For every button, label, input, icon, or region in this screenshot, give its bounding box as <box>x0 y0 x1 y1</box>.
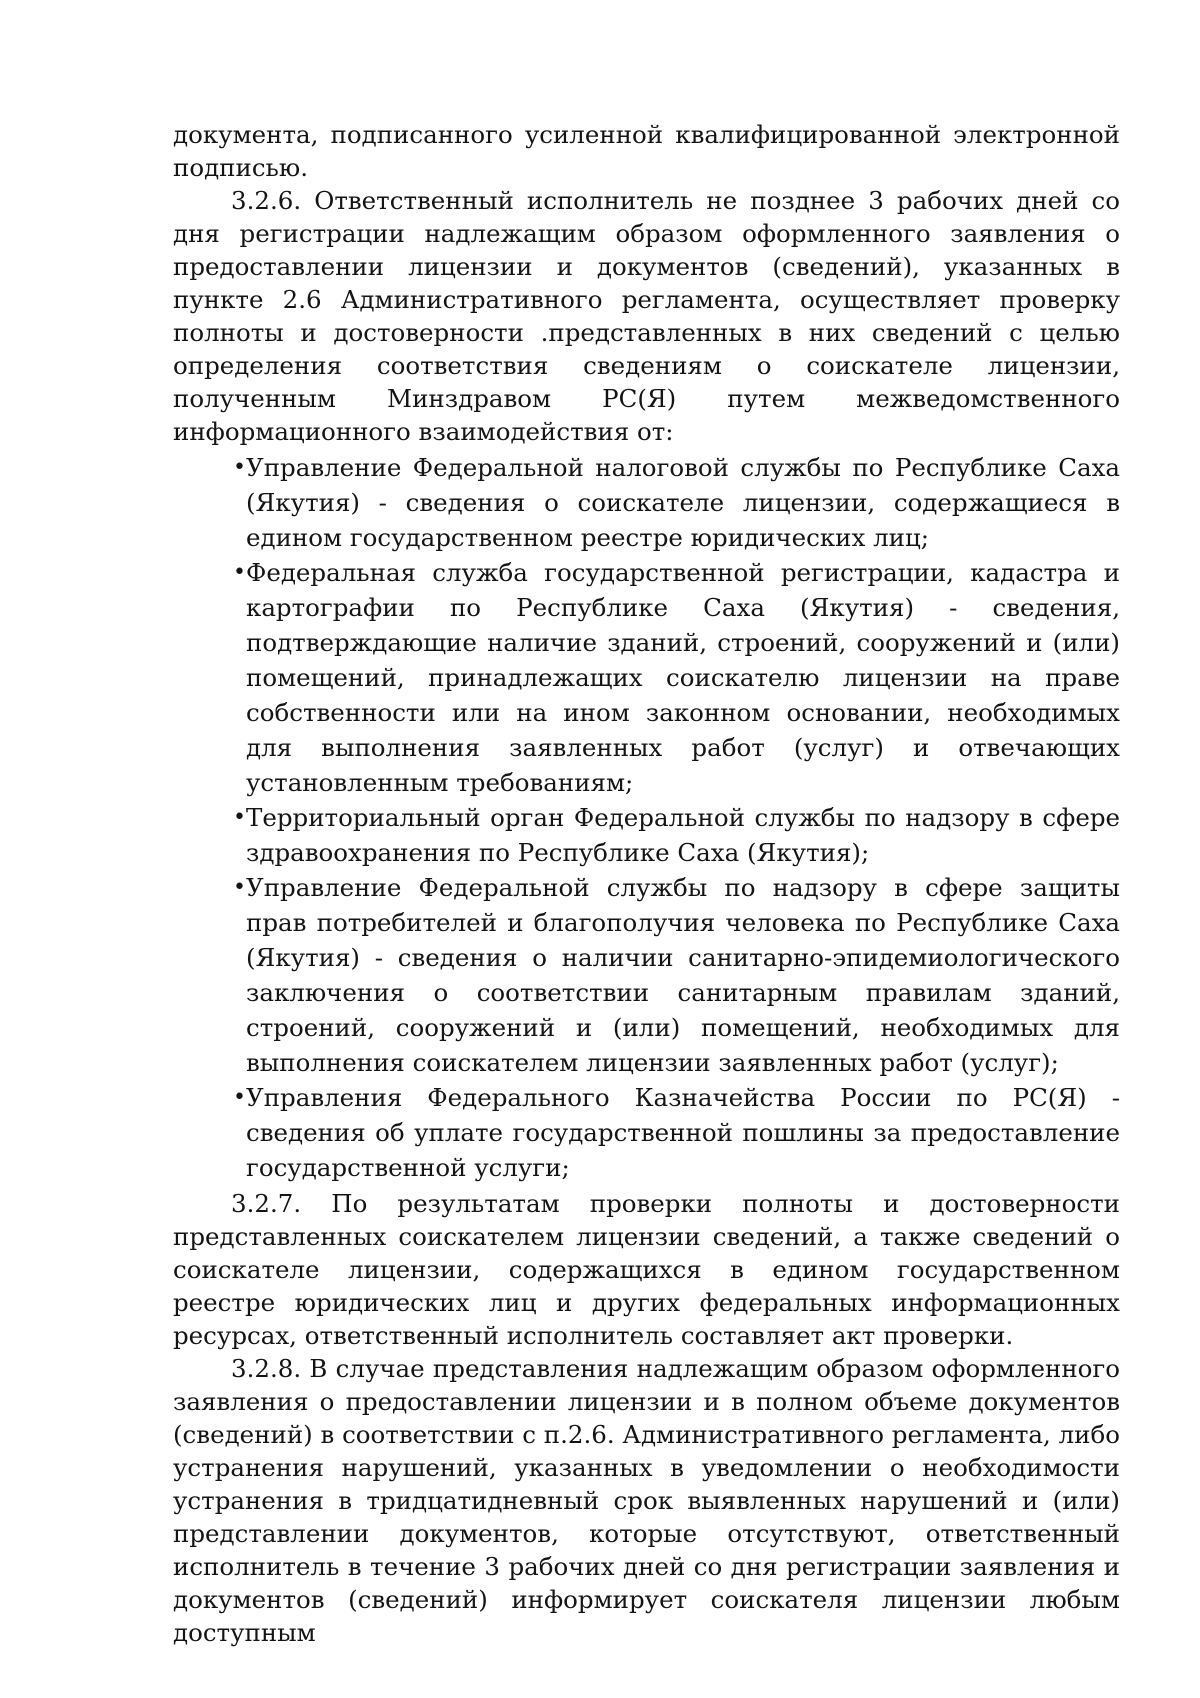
paragraph-3-2-8: 3.2.8. В случае представления надлежащим образом оформленного заявления о предоставлении лицензии и в полном объеме документов (сведений) в соответствии с п.2.6. Административного регламента, либо устранения нарушений, указанных в уведомлении о необходимости устранения в тридцатидневный срок выявленных нарушений и (или) представлении документов, которые отсутствуют, ответственный исполнитель в течение 3 рабочих дней со дня регистрации заявления и документов (сведений) информирует соискателя лицензии любым доступным <box>173 1354 1120 1647</box>
list-item-text: Управление Федеральной службы по надзору в сфере защиты прав потребителей и благополучия человека по Республике Саха (Якутия) - сведения о наличии санитарно-эпидемиологического заключения о соответствии санитарным правилам зданий, строений, сооружений и (или) помещений, необходимых для выполнения соискателем лицензии заявленных работ (услуг); <box>246 873 1120 1077</box>
paragraph-continuation: документа, подписанного усиленной квалифицированной электронной подписью. <box>173 120 1120 182</box>
list-item <box>233 450 1120 555</box>
list-item-text: Территориальный орган Федеральной службы по надзору в сфере здравоохранения по Республике Саха (Якутия); <box>246 803 1120 867</box>
list-item-text: Федеральная служба государственной регистрации, кадастра и картографии по Республике Саха (Якутия) - сведения, подтверждающие наличие зданий, строений, сооружений и (или) помещений, принадлежащих соискателю лицензии на праве собственности или на ином законном основании, необходимых для выполнения заявленных работ (услуг) и отвечающих установленным требованиям; <box>246 558 1120 797</box>
bullet-icon: • <box>233 455 246 480</box>
bullet-icon: • <box>233 1085 246 1110</box>
source-agencies-list <box>173 450 1120 1185</box>
list-item <box>233 1080 1120 1185</box>
bullet-icon: • <box>233 560 246 585</box>
list-item <box>233 800 1120 870</box>
paragraph-3-2-7: 3.2.7. По результатам проверки полноты и достоверности представленных соискателем лицензии сведений, а также сведений о соискателе лицензии, содержащихся в едином государственном реестре юридических лиц и других федеральных информационных ресурсах, ответственный исполнитель составляет акт проверки. <box>173 1189 1120 1350</box>
list-item <box>233 555 1120 800</box>
bullet-icon: • <box>233 805 246 830</box>
document-body <box>173 118 1120 1649</box>
list-item-text: Управления Федерального Казначейства России по РС(Я) - сведения об уплате государственной пошлины за предоставление государственной услуги; <box>246 1083 1120 1182</box>
bullet-icon: • <box>233 875 246 900</box>
list-item <box>233 870 1120 1080</box>
paragraph-3-2-6: 3.2.6. Ответственный исполнитель не позднее 3 рабочих дней со дня регистрации надлежащим образом оформленного заявления о предоставлении лицензии и документов (сведений), указанных в пункте 2.6 Административного регламента, осуществляет проверку полноты и достоверности .представленных в них сведений с целью определения соответствия сведениям о соискателе лицензии, полученным Минздравом РС(Я) путем межведомственного информационного взаимодействия от: <box>173 186 1120 446</box>
list-item-text: Управление Федеральной налоговой службы по Республике Саха (Якутия) - сведения о соискателе лицензии, содержащиеся в едином государственном реестре юридических лиц; <box>246 453 1120 552</box>
